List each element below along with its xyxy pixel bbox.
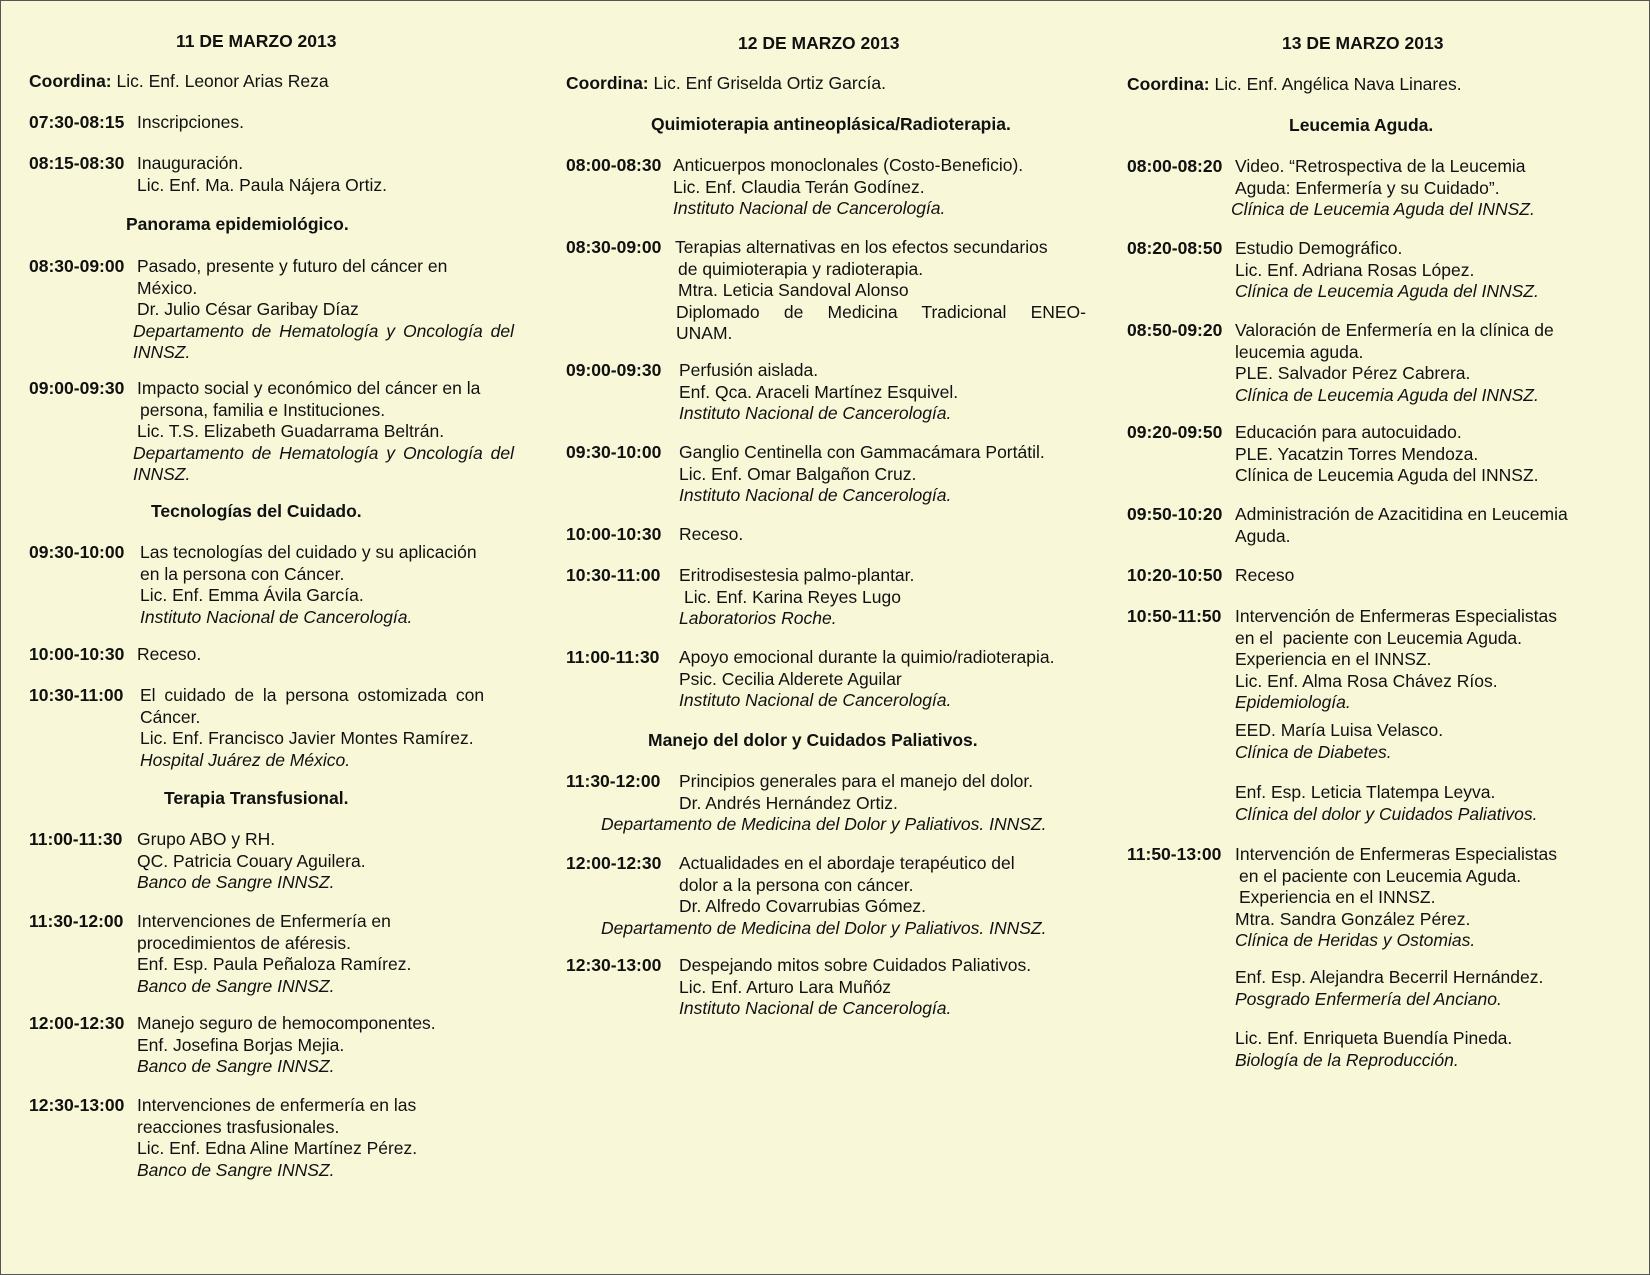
schedule-item bbox=[566, 647, 1086, 712]
time-slot: 12:00-12:30 bbox=[566, 853, 662, 873]
coordinator-name: Lic. Enf. Angélica Nava Linares. bbox=[1209, 74, 1462, 94]
institution: Instituto Nacional de Cancerología. bbox=[679, 690, 952, 710]
schedule-item bbox=[29, 911, 514, 997]
institution: Clínica de Leucemia Aguda del INNSZ. bbox=[1235, 281, 1539, 301]
time-slot: 11:30-12:00 bbox=[29, 911, 124, 931]
coordinator-name: Lic. Enf Griselda Ortiz García. bbox=[648, 73, 886, 93]
talk-title: Experiencia en el INNSZ. bbox=[1235, 649, 1432, 669]
time-slot: 11:30-12:00 bbox=[566, 771, 661, 791]
speaker: Lic. Enf. Enriqueta Buendía Pineda. bbox=[1235, 1028, 1513, 1048]
time-slot: 08:30-09:00 bbox=[566, 237, 662, 257]
talk-title: Perfusión aislada. bbox=[679, 360, 819, 380]
coordinator-label: Coordina: bbox=[566, 73, 649, 93]
institution: Clínica de Diabetes. bbox=[1235, 741, 1392, 762]
speaker: Dr. Julio César Garibay Díaz bbox=[137, 299, 359, 319]
time-slot: 10:20-10:50 bbox=[1127, 565, 1223, 585]
institution: Clínica del dolor y Cuidados Paliativos. bbox=[1235, 803, 1538, 824]
time-slot: 11:50-13:00 bbox=[1127, 844, 1222, 864]
talk-title: Terapias alternativas en los efectos secundarios bbox=[675, 237, 1048, 257]
institution: Instituto Nacional de Cancerología. bbox=[679, 403, 952, 423]
institution: Banco de Sangre INNSZ. bbox=[137, 872, 335, 892]
speaker: Mtra. Sandra González Pérez. bbox=[1235, 908, 1471, 929]
talk-title: Principios generales para el manejo del dolor. bbox=[679, 771, 1034, 791]
talk-title: Administración de Azacitidina en Leucemia bbox=[1235, 504, 1568, 524]
time-slot: 09:00-09:30 bbox=[566, 360, 662, 380]
schedule-item bbox=[566, 524, 1086, 546]
talk-title: Experiencia en el INNSZ. bbox=[1239, 887, 1436, 907]
speaker: Dr. Alfredo Covarrubias Gómez. bbox=[679, 896, 927, 916]
talk-title: en el paciente con Leucemia Aguda. bbox=[1235, 627, 1523, 648]
institution: Laboratorios Roche. bbox=[679, 608, 837, 628]
time-slot: 10:50-11:50 bbox=[1127, 606, 1222, 626]
institution: Departamento de Medicina del Dolor y Paliativos. INNSZ. bbox=[601, 917, 1047, 938]
talk-title: Despejando mitos sobre Cuidados Paliativos. bbox=[679, 955, 1032, 975]
schedule-item bbox=[29, 256, 514, 364]
speaker: Enf. Esp. Leticia Tlatempa Leyva. bbox=[1235, 782, 1496, 802]
time-slot: 09:30-10:00 bbox=[29, 542, 125, 562]
day-date: 12 DE MARZO 2013 bbox=[738, 33, 900, 53]
talk-title: Receso. bbox=[679, 524, 744, 544]
schedule-item bbox=[29, 378, 514, 486]
talk-title: reacciones trasfusionales. bbox=[137, 1116, 340, 1137]
speaker: Enf. Esp. Paula Peñaloza Ramírez. bbox=[137, 954, 412, 974]
schedule-item bbox=[566, 955, 1086, 1020]
speaker: Lic. Enf. Omar Balgañon Cruz. bbox=[679, 463, 917, 484]
talk-title: Intervenciones de enfermería en las bbox=[137, 1095, 417, 1115]
speaker-block bbox=[1235, 782, 1538, 825]
talk-title: Las tecnologías del cuidado y su aplicación bbox=[140, 542, 477, 562]
schedule-item bbox=[566, 237, 1086, 345]
speaker: Enf. Josefina Borjas Mejia. bbox=[137, 1034, 345, 1055]
speaker: PLE. Salvador Pérez Cabrera. bbox=[1235, 363, 1471, 383]
coordinator-name: Lic. Enf. Leonor Arias Reza bbox=[111, 71, 329, 91]
coordinator bbox=[1127, 74, 1462, 95]
time-slot: 11:00-11:30 bbox=[29, 829, 123, 849]
institution: Departamento de Medicina del Dolor y Paliativos. INNSZ. bbox=[601, 814, 1047, 834]
schedule-item bbox=[29, 153, 514, 196]
institution: Departamento de Hematología y Oncología del INNSZ. bbox=[133, 320, 514, 362]
speaker-block bbox=[1235, 967, 1543, 1010]
institution: Epidemiología. bbox=[1235, 692, 1351, 712]
schedule-item bbox=[566, 771, 1086, 836]
talk-title: Receso bbox=[1235, 565, 1295, 585]
section-title: Leucemia Aguda. bbox=[1289, 115, 1434, 135]
institution: Departamento de Hematología y Oncología del INNSZ. bbox=[133, 442, 514, 484]
schedule-item bbox=[29, 1013, 514, 1078]
time-slot: 08:30-09:00 bbox=[29, 256, 125, 276]
time-slot: 11:00-11:30 bbox=[566, 647, 660, 667]
institution: Clínica de Leucemia Aguda del INNSZ. bbox=[1235, 384, 1539, 405]
coordinator bbox=[566, 73, 886, 94]
talk-title: Intervención de Enfermeras Especialistas bbox=[1235, 844, 1557, 864]
speaker: Lic. Enf. Emma Ávila García. bbox=[140, 585, 364, 605]
institution: Banco de Sangre INNSZ. bbox=[137, 975, 335, 996]
talk-title: Cáncer. bbox=[140, 706, 201, 727]
time-slot: 10:00-10:30 bbox=[29, 644, 125, 664]
speaker: Lic. Enf. Francisco Javier Montes Ramírez. bbox=[140, 728, 474, 748]
talk-title: México. bbox=[137, 277, 198, 298]
time-slot: 10:30-11:00 bbox=[29, 685, 124, 705]
speaker: Lic. Enf. Adriana Rosas López. bbox=[1235, 259, 1475, 280]
coordinator-label: Coordina: bbox=[29, 71, 112, 91]
speaker: Lic. Enf. Arturo Lara Muñóz bbox=[679, 976, 892, 997]
institution: Posgrado Enfermería del Anciano. bbox=[1235, 988, 1502, 1009]
talk-title: Apoyo emocional durante la quimio/radioterapia. bbox=[679, 647, 1055, 667]
institution: Instituto Nacional de Cancerología. bbox=[679, 998, 952, 1018]
speaker-block bbox=[1235, 720, 1443, 763]
talk-title: Ganglio Centinella con Gammacámara Portátil. bbox=[679, 442, 1045, 462]
speaker: Mtra. Leticia Sandoval Alonso bbox=[678, 280, 909, 300]
talk-title: Inauguración. bbox=[137, 153, 244, 173]
speaker-block bbox=[1235, 1028, 1512, 1071]
talk-title: Actualidades en el abordaje terapéutico del bbox=[679, 853, 1015, 873]
schedule-item bbox=[29, 829, 514, 894]
time-slot: 10:00-10:30 bbox=[566, 524, 662, 544]
schedule-item bbox=[566, 155, 1086, 220]
schedule-item bbox=[1127, 606, 1607, 714]
talk-title: Anticuerpos monoclonales (Costo-Beneficio). bbox=[673, 155, 1024, 175]
institution: Instituto Nacional de Cancerología. bbox=[679, 485, 952, 505]
time-slot: 08:15-08:30 bbox=[29, 153, 125, 173]
schedule-item bbox=[566, 565, 1086, 630]
schedule-item bbox=[29, 542, 514, 628]
speaker: Lic. Enf. Karina Reyes Lugo bbox=[684, 586, 901, 607]
speaker: QC. Patricia Couary Aguilera. bbox=[137, 850, 366, 871]
time-slot: 09:20-09:50 bbox=[1127, 422, 1223, 442]
speaker: PLE. Yacatzin Torres Mendoza. bbox=[1235, 443, 1479, 464]
schedule-item bbox=[29, 644, 514, 666]
time-slot: 08:50-09:20 bbox=[1127, 320, 1223, 340]
schedule-item bbox=[1127, 504, 1607, 547]
schedule-item bbox=[1127, 844, 1607, 952]
schedule-item bbox=[566, 853, 1086, 939]
section-title: Quimioterapia antineoplásica/Radioterapia. bbox=[651, 114, 1011, 134]
institution: Biología de la Reproducción. bbox=[1235, 1049, 1459, 1070]
speaker: Dr. Andrés Hernández Ortiz. bbox=[679, 792, 898, 813]
speaker: Lic. Enf. Claudia Terán Godínez. bbox=[673, 176, 925, 197]
talk-title: Intervenciones de Enfermería en bbox=[137, 911, 391, 931]
time-slot: 07:30-08:15 bbox=[29, 112, 125, 132]
speaker: Enf. Esp. Alejandra Becerril Hernández. bbox=[1235, 967, 1544, 987]
institution: Banco de Sangre INNSZ. bbox=[137, 1056, 335, 1076]
section-title: Panorama epidemiológico. bbox=[126, 214, 349, 234]
institution: Diplomado de Medicina Tradicional ENEO-UNAM. bbox=[676, 301, 1086, 343]
talk-title: Estudio Demográfico. bbox=[1235, 238, 1403, 258]
speaker: Lic. Enf. Alma Rosa Chávez Ríos. bbox=[1235, 670, 1498, 691]
coordinator bbox=[29, 71, 329, 92]
talk-title: Receso. bbox=[137, 644, 202, 664]
speaker: Psic. Cecilia Alderete Aguilar bbox=[679, 668, 902, 689]
talk-title: El cuidado de la persona ostomizada con bbox=[140, 685, 485, 705]
talk-title: dolor a la persona con cáncer. bbox=[679, 874, 914, 895]
day-date: 11 DE MARZO 2013 bbox=[176, 31, 337, 51]
talk-title: Impacto social y económico del cáncer en la bbox=[137, 378, 481, 398]
time-slot: 09:00-09:30 bbox=[29, 378, 125, 398]
time-slot: 09:50-10:20 bbox=[1127, 504, 1223, 524]
coordinator-label: Coordina: bbox=[1127, 74, 1210, 94]
talk-title: Inscripciones. bbox=[137, 112, 244, 132]
talk-title: de quimioterapia y radioterapia. bbox=[678, 258, 924, 279]
section-title: Manejo del dolor y Cuidados Paliativos. bbox=[648, 730, 978, 750]
institution: Instituto Nacional de Cancerología. bbox=[140, 606, 413, 627]
institution: Banco de Sangre INNSZ. bbox=[137, 1159, 335, 1180]
section-title: Terapia Transfusional. bbox=[164, 788, 349, 808]
institution: Clínica de Leucemia Aguda del INNSZ. bbox=[1231, 199, 1535, 219]
talk-title: Manejo seguro de hemocomponentes. bbox=[137, 1013, 436, 1033]
talk-title: Aguda: Enfermería y su Cuidado”. bbox=[1235, 177, 1500, 198]
talk-title: Valoración de Enfermería en la clínica de bbox=[1235, 320, 1554, 340]
talk-title: Educación para autocuidado. bbox=[1235, 422, 1462, 442]
section-title: Tecnologías del Cuidado. bbox=[151, 501, 362, 521]
talk-title: Intervención de Enfermeras Especialistas bbox=[1235, 606, 1557, 626]
schedule-item bbox=[1127, 238, 1607, 303]
schedule-item bbox=[29, 685, 514, 771]
time-slot: 08:20-08:50 bbox=[1127, 238, 1223, 258]
time-slot: 12:30-13:00 bbox=[566, 955, 662, 975]
speaker: Enf. Qca. Araceli Martínez Esquivel. bbox=[679, 381, 959, 402]
speaker: Lic. Enf. Edna Aline Martínez Pérez. bbox=[137, 1138, 418, 1158]
schedule-item bbox=[29, 112, 514, 134]
talk-title: Eritrodisestesia palmo-plantar. bbox=[679, 565, 915, 585]
schedule-item bbox=[1127, 320, 1607, 406]
speaker: EED. María Luisa Velasco. bbox=[1235, 720, 1444, 740]
talk-title: Grupo ABO y RH. bbox=[137, 829, 276, 849]
institution: Clínica de Leucemia Aguda del INNSZ. bbox=[1235, 465, 1539, 485]
time-slot: 12:00-12:30 bbox=[29, 1013, 125, 1033]
institution: Hospital Juárez de México. bbox=[140, 749, 351, 770]
speaker: Lic. Enf. Ma. Paula Nájera Ortiz. bbox=[137, 174, 387, 195]
time-slot: 12:30-13:00 bbox=[29, 1095, 125, 1115]
time-slot: 09:30-10:00 bbox=[566, 442, 662, 462]
schedule-item bbox=[1127, 565, 1607, 587]
institution: Clínica de Heridas y Ostomias. bbox=[1235, 930, 1476, 950]
talk-title: en la persona con Cáncer. bbox=[140, 563, 345, 584]
institution: Instituto Nacional de Cancerología. bbox=[673, 198, 946, 218]
schedule-item bbox=[1127, 156, 1607, 221]
talk-title: en el paciente con Leucemia Aguda. bbox=[1239, 865, 1522, 886]
talk-title: procedimientos de aféresis. bbox=[137, 932, 351, 953]
time-slot: 08:00-08:20 bbox=[1127, 156, 1223, 176]
schedule-item bbox=[566, 442, 1086, 507]
day-date: 13 DE MARZO 2013 bbox=[1282, 33, 1444, 53]
speaker: Lic. T.S. Elizabeth Guadarrama Beltrán. bbox=[137, 421, 445, 441]
time-slot: 10:30-11:00 bbox=[566, 565, 661, 585]
talk-title: Aguda. bbox=[1235, 525, 1291, 546]
talk-title: persona, familia e Instituciones. bbox=[140, 399, 386, 420]
schedule-item bbox=[1127, 422, 1607, 487]
talk-title: leucemia aguda. bbox=[1235, 341, 1364, 362]
talk-title: Video. “Retrospectiva de la Leucemia bbox=[1235, 156, 1526, 176]
talk-title: Pasado, presente y futuro del cáncer en bbox=[137, 256, 448, 276]
schedule-item bbox=[29, 1095, 514, 1181]
time-slot: 08:00-08:30 bbox=[566, 155, 662, 175]
schedule-item bbox=[566, 360, 1086, 425]
